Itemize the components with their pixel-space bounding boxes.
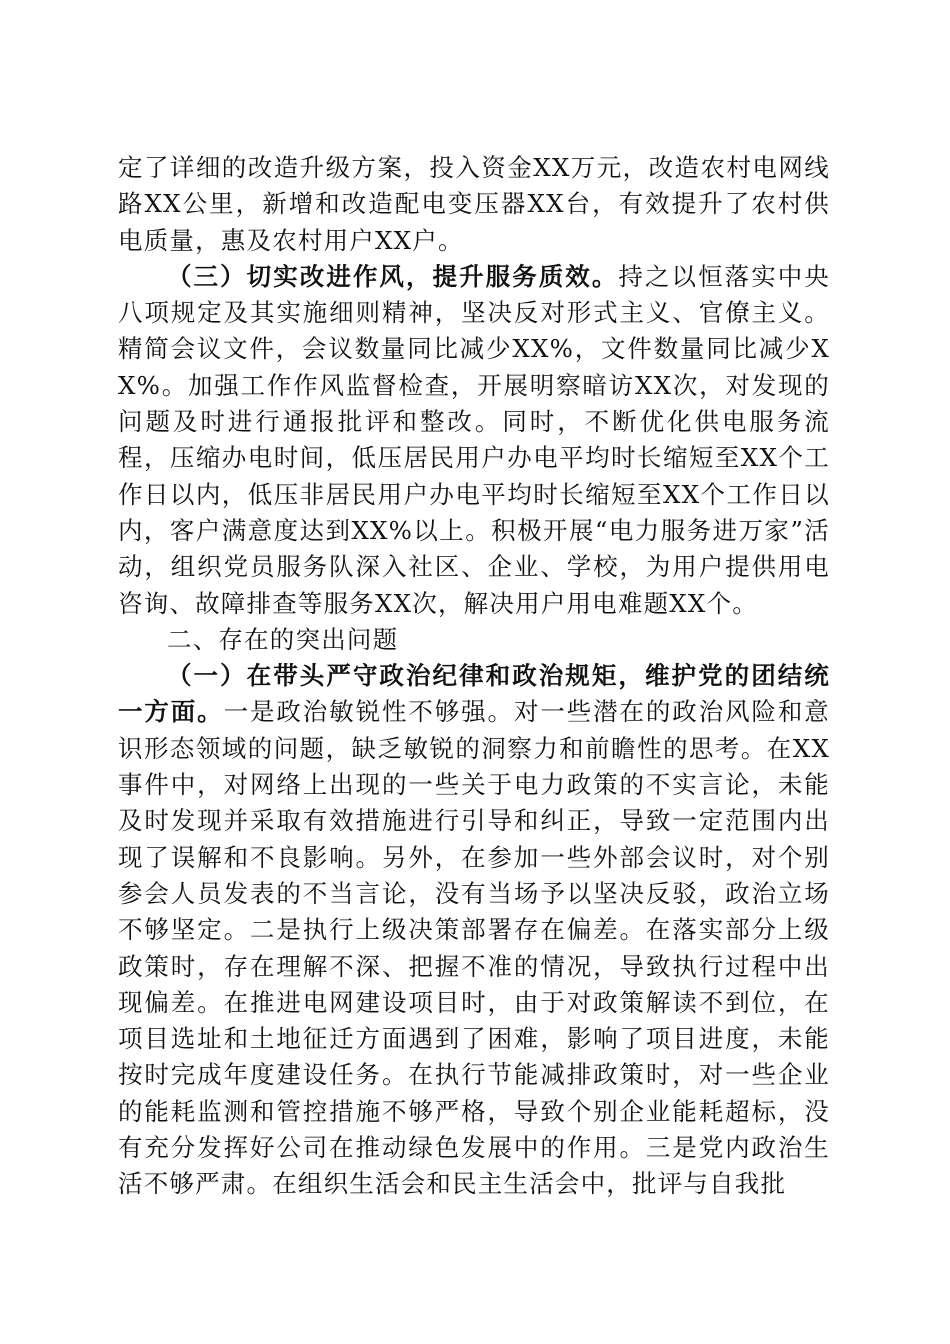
paragraph-text: 定了详细的改造升级方案，投入资金XX万元，改造农村电网线路XX公里，新增和改造配电变压器XX台，有效提升了农村供电质量，惠及农村用户XX户。 [118,153,830,255]
paragraph-lead: （一）在带头严守政治纪律和政治规矩，维护党的团结统一方面。 [118,661,830,727]
paragraph-political-discipline [118,658,830,1202]
paragraph-work-style [118,259,830,622]
section-heading: 二、存在的突出问题 [167,624,399,654]
paragraph-lead: （三）切实改进作风，提升服务质效。 [167,261,619,291]
paragraph-text: 持之以恒落实中央八项规定及其实施细则精神，坚决反对形式主义、官僚主义。精简会议文件，会议数量同比减少XX%，文件数量同比减少XX%。加强工作作风监督检查，开展明察暗访XX次，对发现的问题及时进行通报批评和整改。同时，不断优化供电服务流程，压缩办电时间，低压居民用户办电平均时长缩短至XX个工作日以内，低压非居民用户办电平均时长缩短至XX个工作日以内，客户满意度达到XX%以上。积极开展“电力服务进万家”活动，组织党员服务队深入社区、企业、学校，为用户提供用电咨询、故障排查等服务XX次，解决用户用电难题XX个。 [118,261,830,618]
paragraph-text: 一是政治敏锐性不够强。对一些潜在的政治风险和意识形态领域的问题，缺乏敏锐的洞察力和前瞻性的思考。在XX事件中，对网络上出现的一些关于电力政策的不实言论，未能及时发现并采取有效措施进行引导和纠正，导致一定范围内出现了误解和不良影响。另外，在参加一些外部会议时，对个别参会人员发表的不当言论，没有当场予以坚决反驳，政治立场不够坚定。二是执行上级决策部署存在偏差。在落实部分上级政策时，存在理解不深、把握不准的情况，导致执行过程中出现偏差。在推进电网建设项目时，由于对政策解读不到位，在项目选址和土地征迁方面遇到了困难，影响了项目进度，未能按时完成年度建设任务。在执行节能减排政策时，对一些企业的能耗监测和管控措施不够严格，导致个别企业能耗超标，没有充分发挥好公司在推动绿色发展中的作用。三是党内政治生活不够严肃。在组织生活会和民主生活会中，批评与自我批 [118,697,830,1199]
document-body [118,150,830,1203]
paragraph-continuation [118,150,830,259]
